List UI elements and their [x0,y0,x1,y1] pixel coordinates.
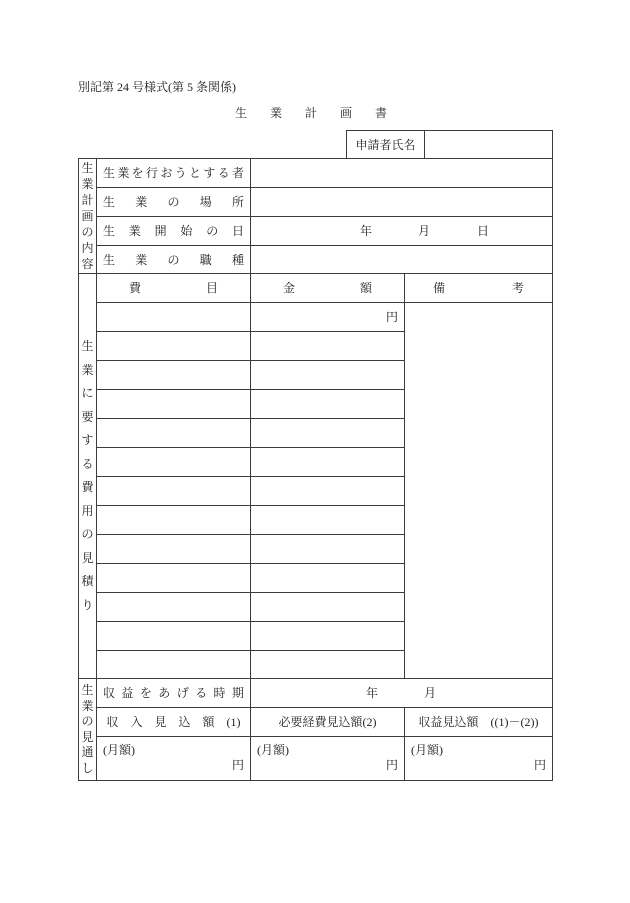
profit-timing-label: 収益をあげる時期 [97,679,251,708]
cost-item-cell[interactable] [97,361,251,390]
monthly-label: (月額) [411,743,443,757]
cost-item-cell[interactable] [97,506,251,535]
cost-amount-cell[interactable] [251,303,405,332]
cost-amount-cell[interactable] [251,477,405,506]
occupation-field[interactable] [251,246,553,274]
month-unit: 月 [418,224,431,238]
plan-row-operator [79,159,553,188]
expected-profit-header: 収益見込額 ((1)－(2)) [405,708,553,737]
applicant-name-field[interactable] [425,131,553,159]
plan-row-occupation [79,246,553,274]
cost-amount-cell[interactable] [251,390,405,419]
monthly-amount-box [251,737,404,779]
business-plan-table [78,158,553,781]
plan-row-location [79,188,553,217]
cost-item-cell[interactable] [97,593,251,622]
cost-item-cell[interactable] [97,564,251,593]
start-date-field[interactable] [251,217,553,246]
occupation-label: 生業の職種 [97,246,251,274]
monthly-amount-box [405,737,552,779]
plan-contents-section-label: 生業計画の内容 [81,161,94,271]
monthly-label: (月額) [103,743,135,757]
plan-row-start-date [79,217,553,246]
profit-timing-field[interactable] [251,679,553,708]
cost-amount-cell[interactable] [251,361,405,390]
expected-income-header: 収 入 見 込 額 (1) [97,708,251,737]
cost-item-cell[interactable] [97,448,251,477]
cost-item-cell[interactable] [97,419,251,448]
outlook-amount-row [79,737,553,781]
cost-amount-cell[interactable] [251,564,405,593]
cost-item-cell[interactable] [97,651,251,679]
month-unit: 月 [424,686,437,700]
cost-amount-cell[interactable] [251,332,405,361]
expected-expense-field[interactable] [251,737,405,781]
operator-field[interactable] [251,159,553,188]
form-number: 別記第 24 号様式(第 5 条関係) [78,80,236,94]
cost-item-cell[interactable] [97,332,251,361]
profit-timing-units [251,686,552,700]
yen-unit: 円 [385,758,398,772]
cost-item-header: 費目 [97,274,251,303]
outlook-header-row [79,708,553,737]
start-date-label: 生業開始の日 [97,217,251,246]
applicant-box [346,130,553,159]
expected-income-field[interactable] [97,737,251,781]
cost-item-cell[interactable] [97,390,251,419]
cost-amount-header: 金額 [251,274,405,303]
cost-header-row [79,274,553,303]
cost-item-cell[interactable] [97,303,251,332]
outlook-timing-row [79,679,553,708]
expected-profit-field[interactable] [405,737,553,781]
cost-section-cell [79,274,97,679]
outlook-section-cell [79,679,97,781]
monthly-amount-box [97,737,250,779]
monthly-label: (月額) [257,743,289,757]
cost-amount-cell[interactable] [251,506,405,535]
cost-item-cell[interactable] [97,477,251,506]
start-date-units [251,224,552,238]
operator-label: 生業を行おうとする者 [97,159,251,188]
yen-unit: 円 [533,758,546,772]
cost-remarks-cell[interactable] [405,303,553,679]
form-title: 生業計画書 [235,106,387,120]
cost-amount-cell[interactable] [251,651,405,679]
year-unit: 年 [360,224,373,238]
yen-unit: 円 [231,758,244,772]
day-unit: 日 [477,224,490,238]
yen-unit: 円 [385,310,398,324]
outlook-section-label: 生業の見通し [81,683,94,775]
applicant-name-label: 申請者氏名 [347,131,425,159]
plan-contents-section-cell [79,159,97,274]
location-field[interactable] [251,188,553,217]
cost-row [79,303,553,332]
cost-item-cell[interactable] [97,622,251,651]
cost-amount-cell[interactable] [251,448,405,477]
cost-amount-cell[interactable] [251,622,405,651]
cost-amount-cell[interactable] [251,535,405,564]
expected-expense-header: 必要経費見込額(2) [251,708,405,737]
location-label: 生業の場所 [97,188,251,217]
cost-amount-cell[interactable] [251,419,405,448]
applicant-row [347,131,553,159]
year-unit: 年 [366,686,379,700]
cost-amount-cell[interactable] [251,593,405,622]
cost-item-cell[interactable] [97,535,251,564]
cost-section-label: 生業に要する費用の見積り [81,339,94,612]
cost-remarks-header: 備考 [405,274,553,303]
